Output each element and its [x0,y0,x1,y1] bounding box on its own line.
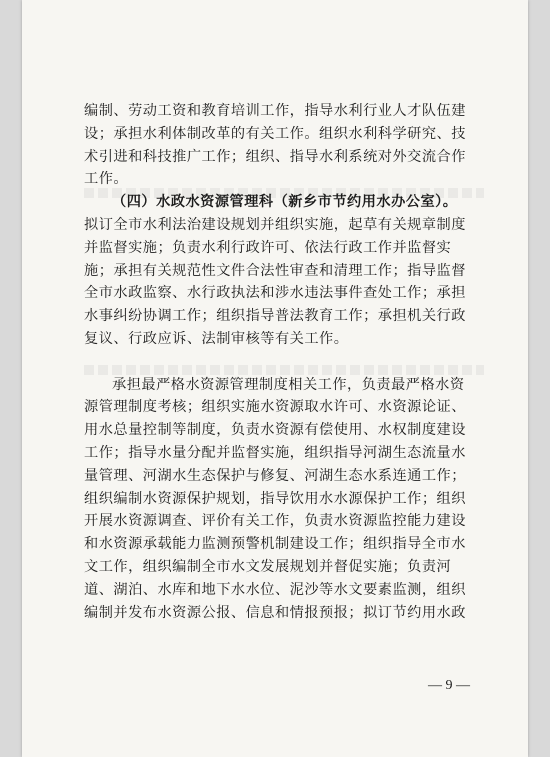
text-line: 编制并发布水资源公报、信息和情报预报；拟订节约用水政 [84,604,466,621]
text-line: 用水总量控制等制度，负责水资源有偿使用、水权制度建设 [84,422,466,439]
text-line: 组织编制水资源保护规划，指导饮用水水源保护工作；组织 [84,490,466,507]
text-line: 并监督实施；负责水利行政许可、依法行政工作并监督实 [84,239,452,256]
text-line: 承担最严格水资源管理制度相关工作，负责最严格水资 [112,376,465,393]
text-line: 工作；指导水量分配并监督实施，组织指导河湖生态流量水 [84,444,466,461]
text-line: 术引进和科技推广工作；组织、指导水利系统对外交流合作 [84,148,466,165]
text-line: 施；承担有关规范性文件合法性审查和清理工作；指导监督 [84,262,466,279]
text-line: 源管理制度考核；组织实施水资源取水许可、水资源论证、 [84,399,466,416]
paragraph-gap [84,351,484,374]
text-line: 开展水资源调查、评价有关工作，负责水资源监控能力建设 [84,513,466,530]
text-line: 拟订全市水利法治建设规划并组织实施，起草有关规章制度 [84,216,466,233]
text-line: 编制、劳动工资和教育培训工作，指导水利行业人才队伍建 [84,103,466,119]
page-number: — 9 — [428,678,470,693]
section-heading: （四）水政水资源管理科（新乡市节约用水办公室）。 [112,194,458,211]
text-line: 全市水政监察、水行政执法和涉水违法事件查处工作；承担 [84,285,466,302]
text-line: 道、湖泊、水库和地下水水位、泥沙等水文要素监测，组织 [84,581,466,598]
text-line: 复议、行政应诉、法制审核等有关工作。 [84,330,349,347]
text-line: 和水资源承载能力监测预警机制建设工作；组织指导全市水 [84,536,466,553]
text-line: 量管理、河湖水生态保护与修复、河湖生态水系连通工作； [84,467,466,484]
text-line: 水事纠纷协调工作；组织指导普法教育工作；承担机关行政 [84,308,466,325]
text-line: 工作。 [84,171,129,188]
body-text [84,100,484,624]
text-line: 设；承担水利体制改革的有关工作。组织水利科学研究、技 [84,125,466,142]
document-page [22,0,528,757]
text-line: 文工作，组织编制全市水文发展规划并督促实施；负责河 [84,558,452,575]
